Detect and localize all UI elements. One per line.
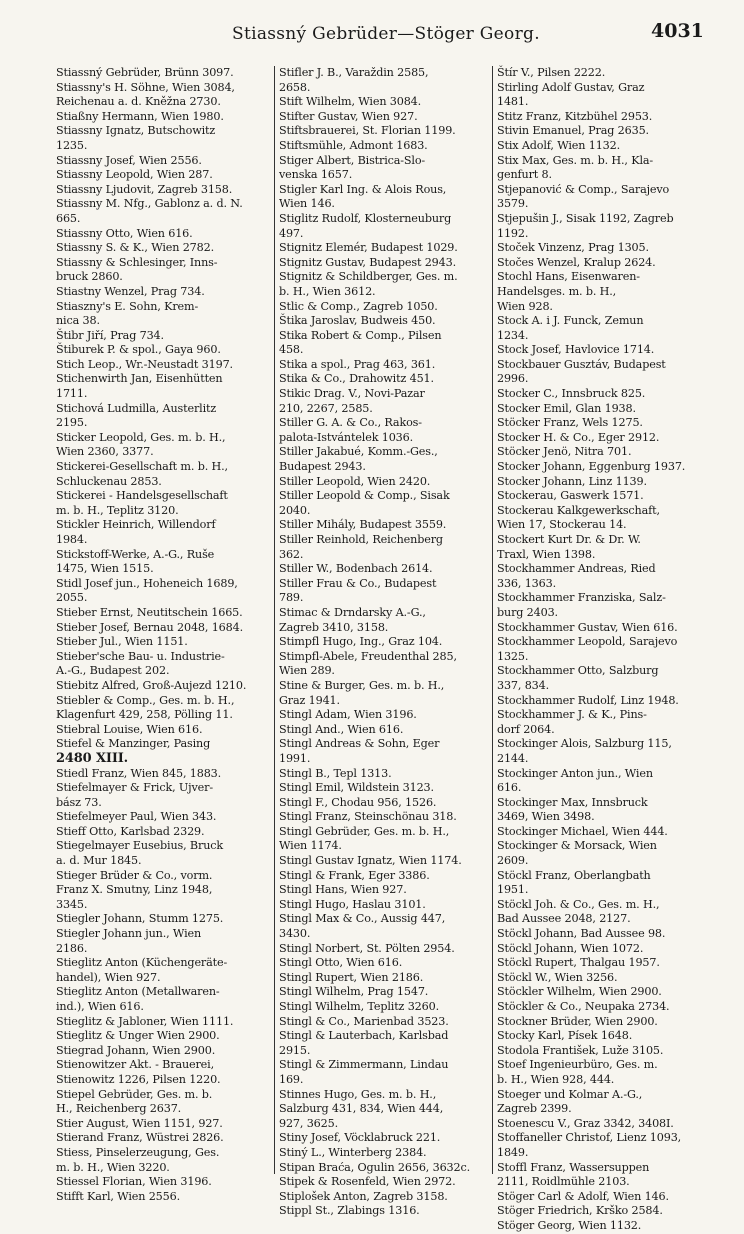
directory-entry: 497. — [279, 226, 304, 240]
directory-entry: 1192. — [497, 226, 529, 240]
directory-entry: Franz X. Smutny, Linz 1948, — [56, 883, 213, 897]
directory-entry: Stiassny Ljudovit, Zagreb 3158. — [56, 182, 233, 196]
directory-entry: Stöger Georg, Wien 1132. — [497, 1218, 642, 1232]
directory-entry: 1951. — [497, 883, 529, 897]
directory-entry: Stiassny Leopold, Wien 287. — [56, 168, 213, 182]
directory-entry: Stöckler & Co., Neupaka 2734. — [497, 1000, 670, 1013]
directory-entry: Stockhammer Franziska, Salz- — [497, 591, 666, 605]
directory-entry: Stichenwirth Jan, Eisenhütten — [56, 372, 223, 386]
directory-entry: 1235. — [56, 138, 88, 152]
directory-entry: 2195. — [56, 416, 88, 430]
page-header — [0, 14, 744, 54]
directory-entry: Stocky Karl, Písek 1648. — [497, 1029, 633, 1043]
directory-entry: Stockhammer Leopold, Sarajevo — [497, 635, 678, 649]
directory-entry: Stieglitz & Unger Wien 2900. — [56, 1029, 220, 1043]
directory-entry: 3579. — [497, 197, 529, 211]
directory-entry: Stinnes Hugo, Ges. m. b. H., — [279, 1087, 437, 1101]
directory-entry: Štír V., Pilsen 2222. — [497, 66, 606, 79]
directory-entry: Stingl Franz, Steinschönau 318. — [279, 810, 457, 824]
directory-entry: Zagreb 3410, 3158. — [279, 620, 389, 634]
directory-entry: Stiller Jakabué, Komm.-Ges., — [279, 445, 438, 459]
directory-entry: Stiassny & Schlesinger, Inns- — [56, 255, 218, 269]
directory-entry: Stiplošek Anton, Zagreb 3158. — [279, 1189, 448, 1203]
directory-entry: Stiftsbrauerei, St. Florian 1199. — [279, 124, 456, 138]
directory-entry: Stivin Emanuel, Prag 2635. — [497, 124, 649, 138]
directory-entry: Stingl Andreas & Sohn, Eger — [279, 737, 440, 751]
directory-entry: Stockinger Michael, Wien 444. — [497, 824, 668, 838]
directory-entry: Stockhammer Otto, Salzburg — [497, 664, 659, 678]
directory-entry: Stochl Hans, Eisenwaren- — [497, 270, 640, 284]
directory-entry: Graz 1941. — [279, 693, 340, 707]
directory-entry: 2658. — [279, 80, 311, 94]
directory-entry: 927, 3625. — [279, 1116, 338, 1130]
directory-entry: H., Reichenberg 2637. — [56, 1102, 182, 1116]
directory-entry: m. b. H., Teplitz 3120. — [56, 503, 179, 517]
directory-entry: 616. — [497, 781, 522, 795]
directory-entry: Stiefelmayer & Frick, Ujver- — [56, 781, 213, 795]
directory-entry: Stockhammer Rudolf, Linz 1948. — [497, 693, 679, 707]
directory-entry: Stika a spol., Prag 463, 361. — [279, 357, 436, 371]
directory-entry: Stingl & Zimmermann, Lindau — [279, 1058, 449, 1072]
directory-entry: Stieff Otto, Karlsbad 2329. — [56, 824, 205, 838]
directory-entry: bász 73. — [56, 795, 102, 809]
directory-entry: dorf 2064. — [497, 722, 555, 736]
directory-entry: Štika Jaroslav, Budweis 450. — [279, 314, 436, 328]
directory-entry: Stingl & Lauterbach, Karlsbad — [279, 1029, 449, 1043]
directory-entry: Stocker Johann, Eggenburg 1937. — [497, 460, 686, 474]
directory-entry: Stockerau, Gaswerk 1571. — [497, 489, 644, 503]
directory-entry: Stoeger und Kolmar A.-G., — [497, 1087, 643, 1101]
directory-entry: Stieger Brüder & Co., vorm. — [56, 868, 213, 882]
directory-entry: burg 2403. — [497, 605, 558, 619]
directory-entry: Stöcker Franz, Wels 1275. — [497, 416, 643, 430]
directory-entry: Stoenescu V., Graz 3342, 3408I. — [497, 1116, 674, 1130]
directory-entry: Stiaßny Hermann, Wien 1980. — [56, 109, 224, 123]
directory-entry: 665. — [56, 211, 81, 225]
directory-entry: Stingl B., Tepl 1313. — [279, 766, 392, 780]
directory-entry: Stingl Gustav Ignatz, Wien 1174. — [279, 854, 462, 868]
directory-entry: Stickstoff-Werke, A.-G., Ruše — [56, 547, 215, 561]
directory-entry: Stichová Ludmilla, Austerlitz — [56, 401, 217, 415]
directory-entry: Stiegler Johann, Stumm 1275. — [56, 912, 224, 926]
directory-entry: Stockbauer Gusztáv, Budapest — [497, 357, 666, 371]
directory-entry: Stich Leop., Wr.-Neustadt 3197. — [56, 357, 233, 371]
directory-entry: Stöcker Jenö, Nitra 701. — [497, 445, 632, 459]
directory-entry: Stiller Leopold, Wien 2420. — [279, 474, 431, 488]
directory-entry: Klagenfurt 429, 258, Pölling 11. — [56, 708, 233, 722]
directory-entry: Stieglitz Anton (Küchengeräte- — [56, 956, 228, 970]
directory-entry: Stiller G. A. & Co., Rakos- — [279, 416, 422, 430]
directory-entry: b. H., Wien 3612. — [279, 284, 376, 298]
directory-entry: Stignitz Gustav, Budapest 2943. — [279, 255, 456, 269]
directory-entry: 2040. — [279, 503, 311, 517]
directory-entry: Stockinger & Morsack, Wien — [497, 839, 657, 853]
directory-entry: ind.), Wien 616. — [56, 1000, 144, 1013]
directory-entry: Wien 146. — [279, 197, 335, 211]
directory-entry: Stingl Adam, Wien 3196. — [279, 708, 417, 722]
directory-entry: Stiess, Pinselerzeugung, Ges. — [56, 1145, 220, 1159]
directory-entry: Stiassny Ignatz, Butschowitz — [56, 124, 216, 138]
directory-entry: Wien 17, Stockerau 14. — [497, 518, 627, 532]
directory-entry: Stieglitz & Jabloner, Wien 1111. — [56, 1014, 234, 1028]
directory-entry: 2144. — [497, 751, 529, 765]
directory-entry: Stiaszny's E. Sohn, Krem- — [56, 299, 199, 313]
directory-entry: Sticker Leopold, Ges. m. b. H., — [56, 430, 226, 444]
directory-entry: 337, 834. — [497, 678, 550, 692]
directory-entry: Stieglitz Anton (Metallwaren- — [56, 985, 220, 999]
directory-entry: Stiller Frau & Co., Budapest — [279, 576, 437, 590]
directory-entry: Stoffaneller Christof, Lienz 1093, — [497, 1131, 682, 1145]
directory-entry: Stignitz Elemér, Budapest 1029. — [279, 241, 458, 255]
directory-entry: a. d. Mur 1845. — [56, 854, 142, 868]
directory-entry: A.-G., Budapest 202. — [56, 664, 170, 678]
directory-entry: Stiller W., Bodenbach 2614. — [279, 562, 433, 576]
directory-entry: Stöger Carl & Adolf, Wien 146. — [497, 1189, 669, 1203]
directory-entry: 1711. — [56, 387, 88, 401]
directory-entry: Stimpfl Hugo, Ing., Graz 104. — [279, 635, 443, 649]
directory-entry: Stirling Adolf Gustav, Graz — [497, 80, 645, 94]
directory-entry: Stika & Co., Drahowitz 451. — [279, 372, 434, 386]
directory-entry: Stockhammer Andreas, Ried — [497, 562, 656, 576]
directory-entry: Stlic & Comp., Zagreb 1050. — [279, 299, 438, 313]
directory-entry: Stiessel Florian, Wien 3196. — [56, 1175, 212, 1189]
directory-entry: Bad Aussee 2048, 2127. — [497, 912, 631, 926]
directory-entry: Stiassny's H. Söhne, Wien 3084, — [56, 80, 235, 94]
directory-entry: Stiassny Otto, Wien 616. — [56, 226, 193, 240]
directory-entry: Stockhammer J. & K., Pins- — [497, 708, 647, 722]
directory-entry: 2055. — [56, 591, 88, 605]
directory-entry: 1234. — [497, 328, 529, 342]
directory-entry: Stiebral Louise, Wien 616. — [56, 722, 203, 736]
directory-entry: Stiger Albert, Bistrica-Slo- — [279, 153, 426, 167]
directory-entry: Stignitz & Schildberger, Ges. m. — [279, 270, 458, 284]
directory-entry: Stipek & Rosenfeld, Wien 2972. — [279, 1175, 456, 1189]
directory-entry: Stingl Gebrüder, Ges. m. b. H., — [279, 824, 450, 838]
directory-entry: Stift Wilhelm, Wien 3084. — [279, 95, 422, 109]
directory-entry: Budapest 2943. — [279, 460, 366, 474]
directory-entry: Stiepel Gebrüder, Ges. m. b. — [56, 1087, 213, 1101]
directory-entry: Stočes Wenzel, Kralup 2624. — [497, 255, 656, 269]
directory-entry: Salzburg 431, 834, Wien 444, — [279, 1102, 444, 1116]
directory-entry: Stiný L., Winterberg 2384. — [279, 1145, 427, 1159]
directory-entry: Stingl Wilhelm, Prag 1547. — [279, 985, 429, 999]
directory-entry: 1849. — [497, 1145, 529, 1159]
directory-entry: Handelsges. m. b. H., — [497, 284, 617, 298]
directory-entry: Stigler Karl Ing. & Alois Rous, — [279, 182, 447, 196]
directory-entry: 3469, Wien 3498. — [497, 810, 595, 824]
directory-entry: Stöckler Wilhelm, Wien 2900. — [497, 985, 662, 999]
directory-entry: palota-Istvántelek 1036. — [279, 430, 414, 444]
directory-entry: 2996. — [497, 372, 529, 386]
directory-entry: Stiegelmayer Eusebius, Bruck — [56, 839, 223, 853]
directory-entry: Stiller Reinhold, Reichenberg — [279, 533, 443, 546]
directory-entry: Stifler J. B., Varaždin 2585, — [279, 66, 429, 79]
directory-entry: Stiassný Gebrüder, Brünn 3097. — [56, 66, 234, 79]
directory-entry: 169. — [279, 1072, 304, 1086]
directory-entry: Stock A. i J. Funck, Zemun — [497, 314, 644, 328]
directory-entry: Wien 2360, 3377. — [56, 445, 154, 459]
directory-entry: Stingl Norbert, St. Pölten 2954. — [279, 941, 455, 955]
directory-entry: Stingl & Co., Marienbad 3523. — [279, 1014, 449, 1028]
directory-entry: Stiassny S. & K., Wien 2782. — [56, 241, 214, 255]
directory-entry: 362. — [279, 547, 304, 561]
directory-entry: Stieber Ernst, Neutitschein 1665. — [56, 605, 243, 619]
directory-entry: Stingl & Frank, Eger 3386. — [279, 868, 430, 882]
directory-entry: Wien 1174. — [279, 839, 342, 853]
directory-entry: Stikic Drag. V., Novi-Pazar — [279, 387, 425, 401]
directory-entry: Stiller Leopold & Comp., Sisak — [279, 489, 450, 503]
directory-entry: Stimpfl-Abele, Freudenthal 285, — [279, 649, 457, 663]
directory-entry: Stippl St., Zlabings 1316. — [279, 1204, 420, 1218]
directory-entry: Stocker Emil, Glan 1938. — [497, 401, 636, 415]
directory-entry: Stoček Vinzenz, Prag 1305. — [497, 241, 649, 255]
directory-entry: Stingl F., Chodau 956, 1526. — [279, 795, 437, 809]
directory-entry: Stickerei-Gesellschaft m. b. H., — [56, 460, 228, 474]
directory-entry: Stockinger Max, Innsbruck — [497, 795, 648, 809]
directory-entry: Stierand Franz, Wüstrei 2826. — [56, 1131, 224, 1145]
directory-entry: Stock Josef, Havlovice 1714. — [497, 343, 655, 357]
directory-entry: Stiftsmühle, Admont 1683. — [279, 138, 428, 152]
directory-entry: Stocker Johann, Linz 1139. — [497, 474, 647, 488]
directory-entry: b. H., Wien 928, 444. — [497, 1072, 615, 1086]
directory-entry: Stockert Kurt Dr. & Dr. W. — [497, 533, 641, 546]
directory-entry: Stockerau Kalkgewerkschaft, — [497, 503, 660, 517]
directory-entry: Stiny Josef, Vöcklabruck 221. — [279, 1131, 441, 1145]
directory-entry: Stiebler & Comp., Ges. m. b. H., — [56, 693, 235, 707]
directory-entry: 1325. — [497, 649, 529, 663]
directory-entry: Stiassny M. Nfg., Gablonz a. d. N. — [56, 197, 243, 211]
directory-entry: Stiassny Josef, Wien 2556. — [56, 153, 202, 167]
directory-entry: Stika Robert & Comp., Pilsen — [279, 328, 442, 342]
directory-entry: Štiburek P. & spol., Gaya 960. — [56, 343, 221, 357]
directory-entry: 1481. — [497, 95, 529, 109]
directory-entry: Stieber Jul., Wien 1151. — [56, 635, 188, 649]
column-1 — [56, 66, 268, 1203]
directory-entry: Štibr Jiří, Prag 734. — [56, 328, 164, 342]
directory-entry: 210, 2267, 2585. — [279, 401, 373, 415]
directory-entry: 1475, Wien 1515. — [56, 562, 154, 576]
directory-entry: Zagreb 2399. — [497, 1102, 572, 1116]
directory-entry: 2915. — [279, 1043, 311, 1057]
directory-entry: Stifter Gustav, Wien 927. — [279, 109, 418, 123]
directory-entry: Stockinger Alois, Salzburg 115, — [497, 737, 672, 751]
directory-entry: 336, 1363. — [497, 576, 556, 590]
directory-entry: Stiefel & Manzinger, Pasing — [56, 737, 211, 751]
directory-entry: bruck 2860. — [56, 270, 123, 284]
directory-entry: Stockhammer Gustav, Wien 616. — [497, 620, 678, 634]
directory-entry: handel), Wien 927. — [56, 970, 161, 984]
directory-entry: Stocker C., Innsbruck 825. — [497, 387, 646, 401]
directory-entry: Stiglitz Rudolf, Klosterneuburg — [279, 211, 452, 225]
directory-entry: Stix Adolf, Wien 1132. — [497, 138, 621, 152]
directory-entry: Stine & Burger, Ges. m. b. H., — [279, 678, 445, 692]
directory-entry: Stöckl Johann, Bad Aussee 98. — [497, 927, 666, 941]
directory-entry: Stockinger Anton jun., Wien — [497, 766, 653, 780]
directory-entry: Stocker H. & Co., Eger 2912. — [497, 430, 660, 444]
directory-entry: Stingl And., Wien 616. — [279, 722, 404, 736]
directory-entry: Stimac & Drndarsky A.-G., — [279, 605, 426, 619]
directory-entry: 2111, Roidlmühle 2103. — [497, 1175, 630, 1189]
directory-entry: Stjepanović & Comp., Sarajevo — [497, 182, 670, 196]
directory-entry: Wien 289. — [279, 664, 335, 678]
directory-entry: Stitz Franz, Kitzbühel 2953. — [497, 109, 653, 123]
directory-entry: Stienowitzer Akt. - Brauerei, — [56, 1058, 214, 1072]
directory-entry: Stöckl Rupert, Thalgau 1957. — [497, 956, 660, 970]
directory-entry: Stickerei - Handelsgesellschaft — [56, 489, 228, 503]
directory-entry: Stingl Otto, Wien 616. — [279, 956, 403, 970]
directory-entry: Stingl Rupert, Wien 2186. — [279, 970, 424, 984]
directory-entry: Stickler Heinrich, Willendorf — [56, 518, 216, 532]
column-3 — [492, 66, 704, 1232]
directory-entry: m. b. H., Wien 3220. — [56, 1160, 170, 1174]
directory-entry: 458. — [279, 343, 304, 357]
directory-entry: 3345. — [56, 897, 88, 911]
directory-entry: Stingl Max & Co., Aussig 447, — [279, 912, 446, 926]
directory-entry: 2186. — [56, 941, 88, 955]
directory-entry: 3430. — [279, 927, 311, 941]
directory-entry: Stipan Braća, Ogulin 2656, 3632c. — [279, 1160, 471, 1174]
directory-entry: Stifft Karl, Wien 2556. — [56, 1189, 180, 1203]
directory-entry: Stieber'sche Bau- u. Industrie- — [56, 649, 225, 663]
directory-entry: Stier August, Wien 1151, 927. — [56, 1116, 223, 1130]
directory-entry: Stoef Ingenieurbüro, Ges. m. — [497, 1058, 658, 1072]
directory-entry: Reichenau a. d. Kněžna 2730. — [56, 95, 221, 109]
directory-entry: Stingl Hans, Wien 927. — [279, 883, 407, 897]
directory-entry: Stöckl Johann, Wien 1072. — [497, 941, 644, 955]
directory-entry: Schluckenau 2853. — [56, 474, 162, 488]
directory-entry: Stiefelmeyer Paul, Wien 343. — [56, 810, 217, 824]
directory-entry: nica 38. — [56, 314, 100, 328]
directory-entry: genfurt 8. — [497, 168, 552, 182]
directory-entry: Stiebitz Alfred, Groß-Aujezd 1210. — [56, 678, 247, 692]
directory-entry: Stoffl Franz, Wassersuppen — [497, 1160, 650, 1174]
directory-entry: Stieber Josef, Bernau 2048, 1684. — [56, 620, 243, 634]
directory-entry: Stiller Mihály, Budapest 3559. — [279, 518, 447, 532]
directory-entry: Stöckl W., Wien 3256. — [497, 970, 618, 984]
directory-entry: Stöckl Franz, Oberlangbath — [497, 868, 651, 882]
directory-entry: Stiegler Johann jun., Wien — [56, 927, 202, 941]
page-title: Stiassný Gebrüder—Stöger Georg. — [232, 24, 540, 44]
directory-entry: Stingl Wilhelm, Teplitz 3260. — [279, 1000, 439, 1013]
directory-columns — [56, 66, 704, 1232]
directory-entry: Stöckl Joh. & Co., Ges. m. H., — [497, 897, 660, 911]
directory-entry: Traxl, Wien 1398. — [497, 547, 596, 561]
directory-entry: Stöger Friedrich, Krško 2584. — [497, 1204, 663, 1218]
directory-entry: Stingl Emil, Wildstein 3123. — [279, 781, 434, 795]
directory-entry: Stiedl Franz, Wien 845, 1883. — [56, 766, 222, 780]
directory-entry: Stiastny Wenzel, Prag 734. — [56, 284, 205, 298]
column-2 — [274, 66, 486, 1218]
directory-entry: Stingl Hugo, Haslau 3101. — [279, 897, 426, 911]
directory-entry: 1991. — [279, 751, 311, 765]
directory-entry: Stix Max, Ges. m. b. H., Kla- — [497, 153, 654, 167]
directory-entry: Stiegrad Johann, Wien 2900. — [56, 1043, 216, 1057]
directory-entry: venska 1657. — [279, 168, 353, 182]
directory-entry: Stodola František, Luže 3105. — [497, 1043, 664, 1057]
directory-entry: Wien 928. — [497, 299, 553, 313]
directory-entry: Stienowitz 1226, Pilsen 1220. — [56, 1072, 221, 1086]
directory-entry: Stidl Josef jun., Hoheneich 1689, — [56, 576, 238, 590]
directory-entry: 2480 XIII. — [56, 750, 129, 766]
directory-entry: Stjepušin J., Sisak 1192, Zagreb — [497, 211, 674, 225]
directory-entry: Stockner Brüder, Wien 2900. — [497, 1014, 658, 1028]
page-number: 4031 — [651, 20, 704, 42]
directory-entry: 2609. — [497, 854, 529, 868]
directory-entry: 1984. — [56, 533, 88, 546]
directory-entry: 789. — [279, 591, 304, 605]
